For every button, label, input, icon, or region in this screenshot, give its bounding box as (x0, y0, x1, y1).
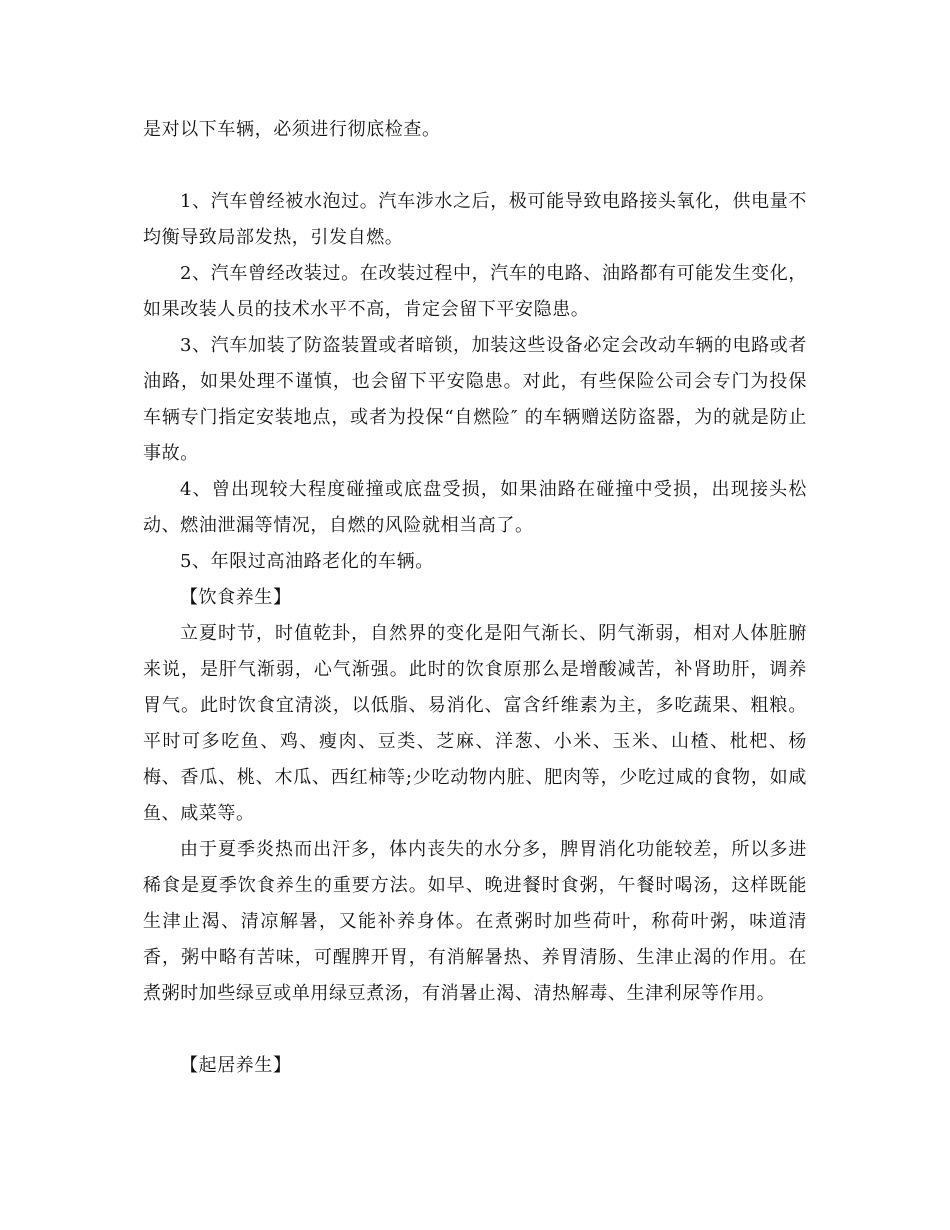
spacer (143, 148, 807, 184)
intro-paragraph: 是对以下车辆，必须进行彻底检查。 (143, 119, 441, 140)
list-item-2: 2、汽车曾经改装过。在改装过程中，汽车的电路、油路都有可能发生变化，如果改装人员的技术水平不高，肯定会留下平安隐患。 (143, 263, 807, 320)
diet-heading: 【饮食养生】 (180, 587, 292, 608)
list-item-5: 5、年限过高油路老化的车辆。 (180, 551, 434, 572)
diet-paragraph-1: 立夏时节，时值乾卦，自然界的变化是阳气渐长、阴气渐弱，相对人体脏腑来说，是肝气渐弱，心气渐强。此时的饮食原那么是增酸减苦，补肾助肝，调养胃气。此时饮食宜清淡，以低脂、易消化、富含纤维素为主，多吃蔬果、粗粮。平时可多吃鱼、鸡、瘦肉、豆类、芝麻、洋葱、小米、玉米、山楂、枇杷、杨梅、香瓜、桃、木瓜、西红柿等;少吃动物内脏、肥肉等，少吃过咸的食物，如咸鱼、咸菜等。 (143, 623, 807, 824)
list-item-3: 3、汽车加装了防盗装置或者暗锁，加装这些设备必定会改动车辆的电路或者油路，如果处理不谨慎，也会留下平安隐患。对此，有些保险公司会专门为投保车辆专门指定安装地点，或者为投保“自燃险″ 的车辆赠送防盗器，为的就是防止事故。 (143, 335, 807, 464)
diet-paragraph-2: 由于夏季炎热而出汗多，体内丧失的水分多，脾胃消化功能较差，所以多进稀食是夏季饮食养生的重要方法。如早、晚进餐时食粥，午餐时喝汤，这样既能生津止渴、清凉解暑，又能补养身体。在煮粥时加些荷叶，称荷叶粥，味道清香，粥中略有苦味，可醒脾开胃，有消解暑热、养胃清肠、生津止渴的作用。在煮粥时加些绿豆或单用绿豆煮汤，有消暑止渴、清热解毒、生津利尿等作用。 (143, 839, 807, 1004)
spacer (143, 1012, 807, 1048)
list-item-1: 1、汽车曾经被水泡过。汽车涉水之后，极可能导致电路接头氧化，供电量不均衡导致局部发热，引发自燃。 (143, 191, 807, 248)
list-item-4: 4、曾出现较大程度碰撞或底盘受损，如果油路在碰撞中受损，出现接头松动、燃油泄漏等情况，自燃的风险就相当高了。 (143, 479, 807, 536)
document-body (143, 112, 807, 1084)
living-heading: 【起居养生】 (180, 1055, 292, 1076)
